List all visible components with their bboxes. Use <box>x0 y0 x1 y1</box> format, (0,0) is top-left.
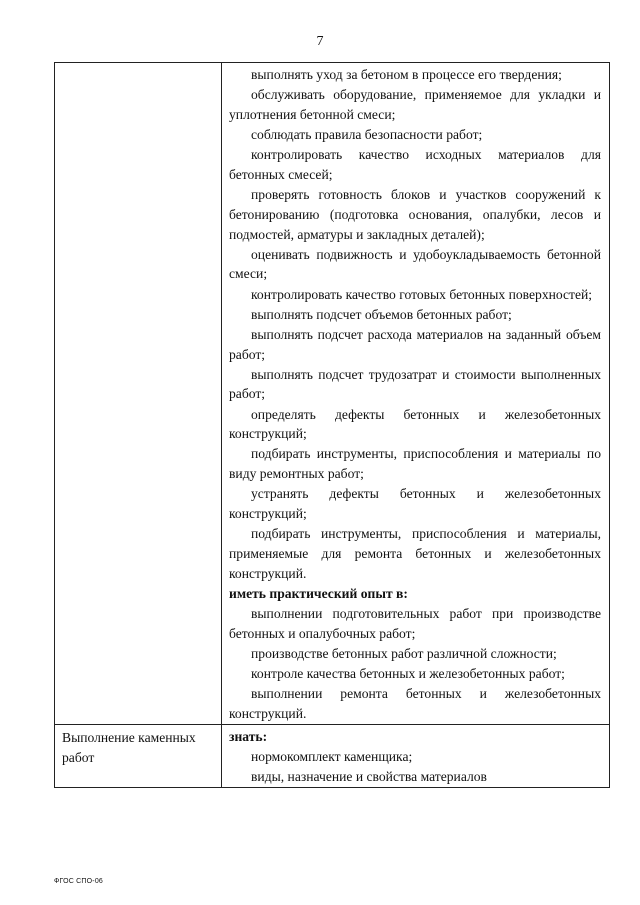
practice-item: выполнении ремонта бетонных и железобетонных конструкций. <box>229 686 601 721</box>
skill-item: проверять готовность блоков и участков сооружений к бетонированию (подготовка основания, опалубки, лесов и подмостей, арматуры и закладных деталей); <box>229 186 601 242</box>
practice-item: выполнении подготовительных работ при производстве бетонных и опалубочных работ; <box>229 605 601 641</box>
skill-item: определять дефекты бетонных и железобетонных конструкций; <box>229 406 601 442</box>
competency-table <box>54 62 610 788</box>
activity-name <box>55 63 221 66</box>
skill-item: выполнять уход за бетоном в процессе его твердения; <box>251 67 562 82</box>
skill-item: выполнять подсчет объемов бетонных работ; <box>251 306 512 322</box>
skill-item: контролировать качество готовых бетонных поверхностей; <box>251 286 593 302</box>
practice-item: производстве бетонных работ различной сложности; <box>251 645 557 661</box>
table-cell-requirements <box>222 724 610 787</box>
table-cell-activity <box>55 724 222 787</box>
skill-item: подбирать инструменты, приспособления и материалы, применяемые для ремонта бетонных и железобетонных конструкций. <box>229 526 601 581</box>
table-cell-activity <box>55 63 222 725</box>
knowledge-heading: знать: <box>229 728 268 744</box>
skill-item: выполнять подсчет трудозатрат и стоимости выполненных работ; <box>229 366 601 402</box>
skill-item: подбирать инструменты, приспособления и материалы по виду ремонтных работ; <box>229 446 601 482</box>
knowledge-item: нормокомплект каменщика; <box>251 749 413 765</box>
table-row <box>55 63 610 725</box>
practice-item: контроле качества бетонных и железобетонных работ; <box>251 665 565 681</box>
table-row <box>55 724 610 787</box>
practice-heading: иметь практический опыт в: <box>229 585 408 601</box>
skill-item: соблюдать правила безопасности работ; <box>251 126 483 142</box>
skill-item: обслуживать оборудование, применяемое для укладки и уплотнения бетонной смеси; <box>229 87 601 122</box>
skill-item: оценивать подвижность и удобоукладываемость бетонной смеси; <box>229 246 601 282</box>
activity-name: Выполнение каменных работ <box>62 729 196 765</box>
skill-item: устранять дефекты бетонных и железобетонных конструкций; <box>229 486 601 522</box>
page-number: 7 <box>316 34 324 49</box>
table-cell-requirements <box>222 63 610 725</box>
knowledge-item: виды, назначение и свойства материалов <box>251 769 487 785</box>
skill-item: контролировать качество исходных материалов для бетонных смесей; <box>229 147 601 182</box>
skill-item: выполнять подсчет расхода материалов на заданный объем работ; <box>229 326 601 362</box>
footer-label: ФГОС СПО-06 <box>54 878 104 885</box>
